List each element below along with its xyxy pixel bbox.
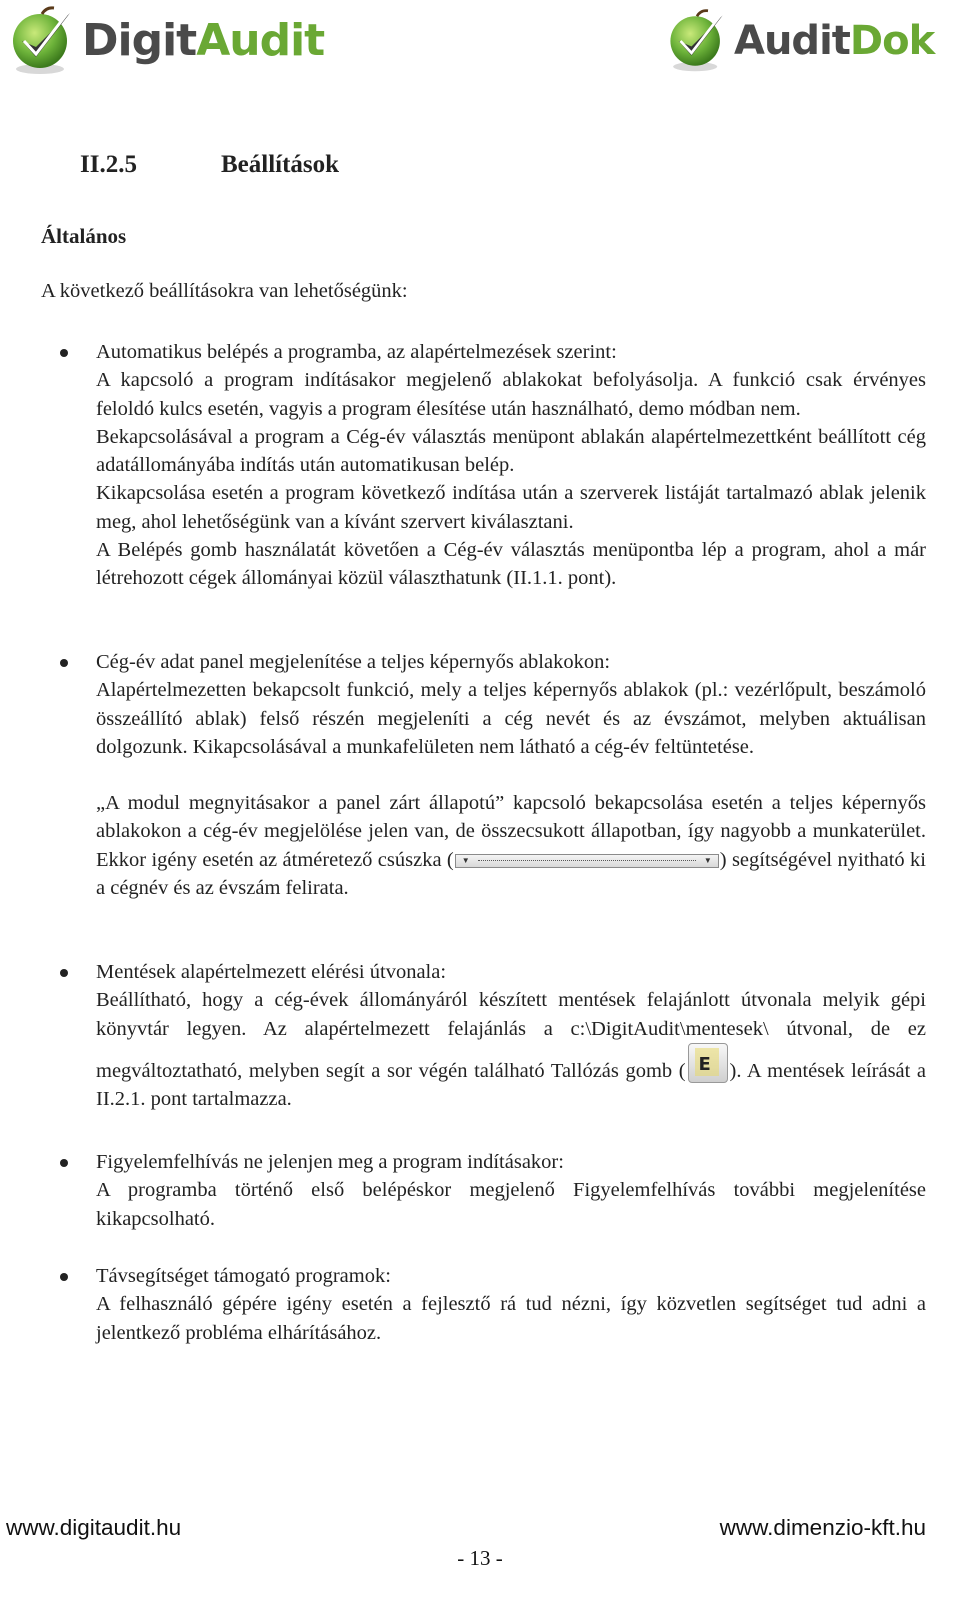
section-heading [80,151,339,179]
logo-right-part1: Audit [734,18,850,64]
digitaudit-logo [6,4,324,78]
bullet-icon [60,1273,68,1281]
footer-link-dimenzio[interactable]: www.dimenzio-kft.hu [719,1515,926,1540]
logo-right-part2: Dok [849,18,935,64]
checkmark-apple-icon [6,5,78,77]
list-item [96,1262,926,1347]
item-paragraph: A felhasználó gépére igény esetén a fejlesztő rá tud nézni, így közvetlen segítséget tud adni a jelentkező probléma elhárításához. [96,1293,926,1344]
item-title: Mentések alapértelmezett elérési útvonala: [96,961,447,983]
paragraph-text: ) segítségével nyitható ki a cégnév és az évszám felirata. [96,848,926,900]
resize-slider-image [455,854,719,868]
page-number: - 13 - [457,1546,503,1570]
chevron-down-icon: ▼ [461,856,470,866]
list-item [96,1148,926,1233]
item-paragraph: A Belépés gomb használatát követően a Cég-év választás menüpontba lép a program, ahol a már létrehozott cégek állományai közül választhatunk (II.1.1. pont). [96,539,926,590]
item-paragraph: Bekapcsolásával a program a Cég-év választás menüpont ablakán alapértelmezettként beállított cég adatállományába indítás után automatikusan belép. [96,425,926,477]
browse-button-image [688,1043,728,1083]
bullet-icon [60,969,68,977]
auditdok-logo [664,4,934,78]
chevron-down-icon: ▼ [703,856,712,866]
intro-text: A következő beállításokra van lehetőségünk: [41,280,408,302]
item-paragraph: A kapcsoló a program indításakor megjelenő ablakokat befolyásolja. A funkció csak érvényes feloldó kulcs esetén, vagyis a program élesítése után használható, demo módban nem. [96,369,926,420]
item-title: Automatikus belépés a programba, az alapértelmezések szerint: [96,341,617,363]
bullet-icon [60,659,68,667]
paragraph-text: Beállítható, hogy a cég-évek állományáról készített mentések felajánlott útvonala melyik gépi könyvtár legyen. Az alapértelmezett felajánlás a c:\DigitAudit\mentesek\ útvonal, de ez megváltoztatható, melyben segít a sor végén található Tallózás gomb ( [96,989,926,1082]
paragraph-text: „A modul megnyitásakor a panel zárt állapotú” kapcsoló bekapcsolása esetén a teljes képernyős ablakokon a cég-év megjelölése jelen van, de összecsukott állapotban, így nagyobb a munkaterület. Ekkor igény esetén az átméretező csúszka ( [96,792,926,871]
item-paragraph: Kikapcsolása esetén a program következő indítása után a szerverek listáját tartalmazó ablak jelenik meg, ahol lehetőségünk van a kívánt szervert kiválasztani. [96,482,926,533]
tree-glyph-icon: E [698,1053,711,1075]
footer-link-digitaudit[interactable]: www.digitaudit.hu [6,1515,182,1540]
list-item [96,338,926,593]
item-paragraph: Alapértelmezetten bekapcsolt funkció, mely a teljes képernyős ablakok (pl.: vezérlőpult, beszámoló összeállító ablak) felső részén megjeleníti a cég nevét és az évszámot, melyben aktuálisan dolgozunk. Kikapcsolásával a munkafelületen nem látható a cég-év feltüntetése. [96,679,926,758]
paragraph-text: ). A mentések leírását a II.2.1. pont tartalmazza. [96,1059,927,1111]
item-title: Cég-év adat panel megjelenítése a teljes képernyős ablakokon: [96,651,611,673]
slider-dotted-line [478,860,696,861]
item-title: Távsegítséget támogató programok: [96,1265,391,1287]
item-paragraph [96,986,926,1113]
list-item [96,648,926,902]
section-title: Beállítások [221,151,340,178]
checkmark-apple-icon [664,5,730,77]
bullet-icon [60,349,68,357]
item-paragraph [96,789,926,902]
subheading: Általános [41,224,127,248]
list-item [96,958,926,1113]
bullet-icon [60,1159,68,1167]
item-title: Figyelemfelhívás ne jelenjen meg a program indításakor: [96,1151,564,1173]
section-number: II.2.5 [80,151,137,178]
logo-left-part1: Digit [82,15,197,66]
logo-left-part2: Audit [196,15,325,66]
item-paragraph: A programba történő első belépéskor megjelenő Figyelemfelhívás további megjelenítése kikapcsolható. [96,1179,926,1230]
